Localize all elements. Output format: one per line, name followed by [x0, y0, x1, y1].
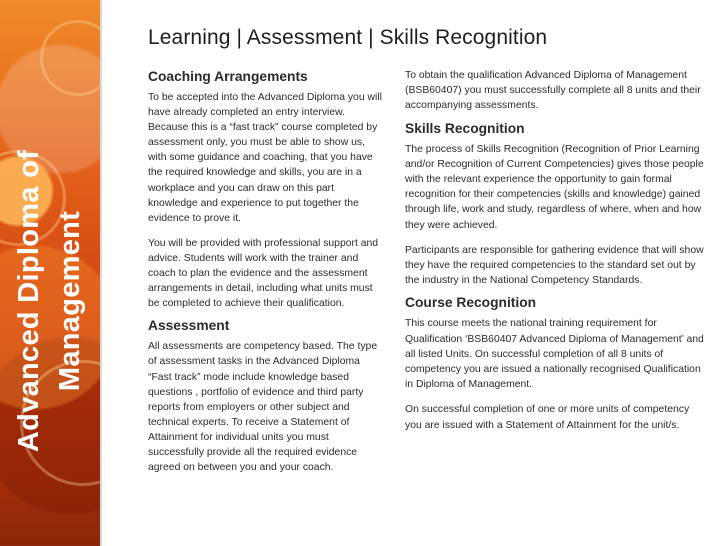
- course-paragraph-2: On successful completion of one or more units of competency you are issued with a Statement of Attainment for the unit/s.: [405, 404, 690, 431]
- coaching-paragraph-2: You will be provided with professional support and advice. Students will work with the trainer and coach to plan the evidence and the assessment arrangements in detail, including what units must be completed to achieve their qualification.: [148, 237, 379, 310]
- intro-paragraph: To obtain the qualification Advanced Diploma of Management (BSB60407) you must successfully complete all 8 units and their accompanying assessments.: [405, 70, 701, 112]
- skills-paragraph-2: Participants are responsible for gathering evidence that will show they have the required competencies to the standard set out by the industry in the National Competency Standards.: [405, 244, 704, 287]
- coaching-paragraph-1: To be accepted into the Advanced Diploma you will have already completed an entry interview. Because this is a “fast track” course completed by assessment only, you must be able to show us, with some guidance and coaching, that you have the required knowledge and skills, you are in a workplace and you can draw on this part knowledge and experience to put together the evidence to prove it.: [148, 92, 382, 224]
- side-title-line-1: Advanced Diploma of: [13, 149, 45, 453]
- course-recognition-heading: Course Recognition: [405, 295, 537, 311]
- divider-line: [100, 0, 102, 546]
- coaching-heading: Coaching Arrangements: [148, 69, 308, 84]
- assessment-heading: Assessment: [148, 318, 230, 334]
- right-column: [405, 68, 707, 433]
- side-title: [9, 21, 91, 546]
- side-banner: [0, 0, 100, 546]
- skills-paragraph-1: The process of Skills Recognition (Recognition of Prior Learning and/or Recognition of Current Competencies) gives those people with the relevant experience the opportunity to gain formal recognition for their competencies (skills and knowledge) gained through life, work and study, regardless of where, when and how they were achieved.: [405, 143, 704, 231]
- left-column: [148, 68, 386, 475]
- course-paragraph-1: This course meets the national training requirement for Qualification ‘BSB60407 Advanced Diploma of Management’ and all listed Units. On successful completion of all 8 units of competency you are issued a nationally recognised Qualification in Diploma of Management.: [405, 318, 704, 391]
- side-title-line-2: Management: [54, 210, 86, 392]
- slide-header: Learning | Assessment | Skills Recognition: [148, 26, 548, 49]
- assessment-paragraph: All assessments are competency based. The type of assessment tasks in the Advanced Diploma “Fast track” mode include knowledge based questions , portfolio of evidence and third party reports from employers or other subject and technical experts. To receive a Statement of Attainment for individual units you must successfully provide all the required evidence agreed on between you and your coach.: [148, 341, 378, 474]
- skills-recognition-heading: Skills Recognition: [405, 120, 525, 136]
